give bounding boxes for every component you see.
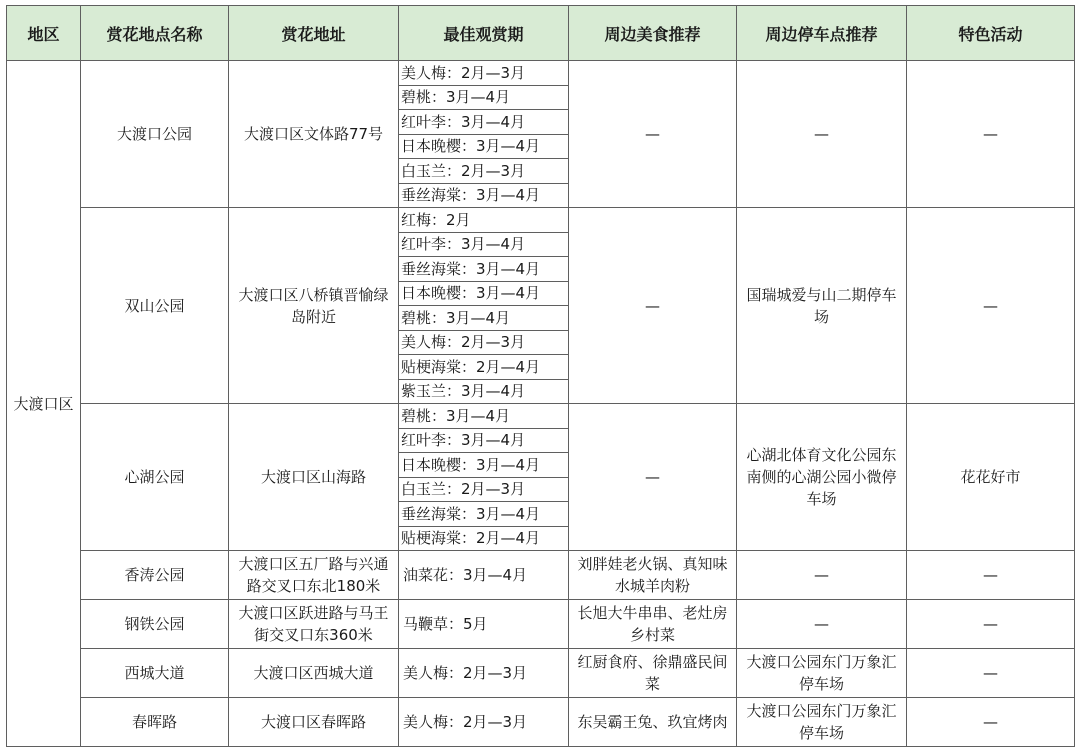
food-cell: —: [569, 208, 737, 404]
period-cell: 美人梅：2月—3月: [399, 649, 569, 698]
period-cell: 贴梗海棠：2月—4月: [399, 355, 569, 380]
activity-cell: —: [907, 61, 1075, 208]
site-name-cell: 双山公园: [81, 208, 229, 404]
address-cell: 大渡口区春晖路: [229, 698, 399, 747]
header-row: [7, 6, 1075, 61]
food-cell: —: [569, 61, 737, 208]
parking-cell: 国瑞城爱与山二期停车场: [737, 208, 907, 404]
parking-cell: 心湖北体育文化公园东南侧的心湖公园小微停车场: [737, 404, 907, 551]
parking-cell: —: [737, 61, 907, 208]
period-cell: 垂丝海棠：3月—4月: [399, 502, 569, 527]
period-cell: 红叶李：3月—4月: [399, 232, 569, 257]
food-cell: 东吴霸王兔、玖宜烤肉: [569, 698, 737, 747]
table-row: [7, 208, 1075, 233]
parking-cell: —: [737, 600, 907, 649]
address-cell: 大渡口区跃进路与马王街交叉口东360米: [229, 600, 399, 649]
activity-cell: —: [907, 698, 1075, 747]
site-name-cell: 春晖路: [81, 698, 229, 747]
period-cell: 贴梗海棠：2月—4月: [399, 526, 569, 551]
period-cell: 红梅：2月: [399, 208, 569, 233]
period-cell: 美人梅：2月—3月: [399, 698, 569, 747]
table-row: [7, 698, 1075, 747]
site-name-cell: 钢铁公园: [81, 600, 229, 649]
period-cell: 美人梅：2月—3月: [399, 330, 569, 355]
site-name-cell: 西城大道: [81, 649, 229, 698]
activity-cell: —: [907, 551, 1075, 600]
period-cell: 垂丝海棠：3月—4月: [399, 257, 569, 282]
period-cell: 马鞭草：5月: [399, 600, 569, 649]
header-site-name: 赏花地点名称: [81, 6, 229, 61]
food-cell: 刘胖娃老火锅、真知味水城羊肉粉: [569, 551, 737, 600]
flower-viewing-table-container: [6, 5, 1074, 747]
address-cell: 大渡口区山海路: [229, 404, 399, 551]
activity-cell: —: [907, 649, 1075, 698]
site-name-cell: 大渡口公园: [81, 61, 229, 208]
table-row: [7, 600, 1075, 649]
period-cell: 红叶李：3月—4月: [399, 110, 569, 135]
period-cell: 白玉兰：2月—3月: [399, 159, 569, 184]
period-cell: 碧桃：3月—4月: [399, 404, 569, 429]
period-cell: 垂丝海棠：3月—4月: [399, 183, 569, 208]
period-cell: 日本晚樱：3月—4月: [399, 453, 569, 478]
address-cell: 大渡口区文体路77号: [229, 61, 399, 208]
table-row: [7, 61, 1075, 86]
address-cell: 大渡口区八桥镇晋愉绿岛附近: [229, 208, 399, 404]
header-address: 赏花地址: [229, 6, 399, 61]
table-row: [7, 649, 1075, 698]
period-cell: 美人梅：2月—3月: [399, 61, 569, 86]
site-name-cell: 香涛公园: [81, 551, 229, 600]
header-parking: 周边停车点推荐: [737, 6, 907, 61]
activity-cell: 花花好市: [907, 404, 1075, 551]
table-row: [7, 404, 1075, 429]
parking-cell: 大渡口公园东门万象汇停车场: [737, 698, 907, 747]
address-cell: 大渡口区五厂路与兴通路交叉口东北180米: [229, 551, 399, 600]
period-cell: 碧桃：3月—4月: [399, 306, 569, 331]
parking-cell: —: [737, 551, 907, 600]
parking-cell: 大渡口公园东门万象汇停车场: [737, 649, 907, 698]
food-cell: 长旭大牛串串、老灶房乡村菜: [569, 600, 737, 649]
food-cell: —: [569, 404, 737, 551]
period-cell: 白玉兰：2月—3月: [399, 477, 569, 502]
region-cell: 大渡口区: [7, 61, 81, 747]
address-cell: 大渡口区西城大道: [229, 649, 399, 698]
flower-viewing-table: [6, 5, 1075, 747]
period-cell: 红叶李：3月—4月: [399, 428, 569, 453]
activity-cell: —: [907, 600, 1075, 649]
period-cell: 油菜花：3月—4月: [399, 551, 569, 600]
header-region: 地区: [7, 6, 81, 61]
food-cell: 红厨食府、徐鼎盛民间菜: [569, 649, 737, 698]
table-row: [7, 551, 1075, 600]
header-best-period: 最佳观赏期: [399, 6, 569, 61]
activity-cell: —: [907, 208, 1075, 404]
period-cell: 日本晚樱：3月—4月: [399, 134, 569, 159]
period-cell: 紫玉兰：3月—4月: [399, 379, 569, 404]
site-name-cell: 心湖公园: [81, 404, 229, 551]
header-activity: 特色活动: [907, 6, 1075, 61]
header-food: 周边美食推荐: [569, 6, 737, 61]
period-cell: 日本晚樱：3月—4月: [399, 281, 569, 306]
period-cell: 碧桃：3月—4月: [399, 85, 569, 110]
